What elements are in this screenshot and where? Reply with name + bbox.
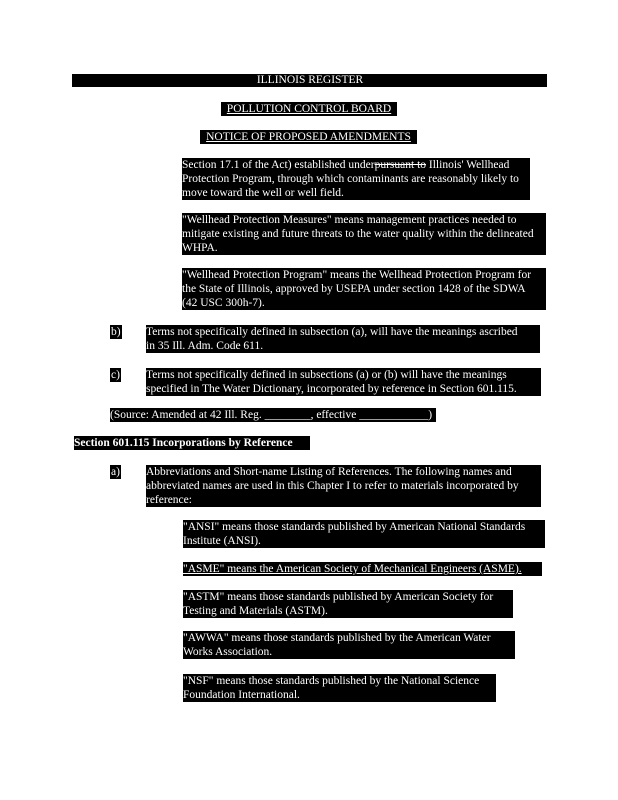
nsf-line-1: "NSF" means those standards published by the National Science: [183, 675, 480, 687]
whpp-line-2: the State of Illinois, approved by USEPA under section 1428 of the SDWA: [182, 283, 526, 295]
whpa-tail-line-2: Protection Program, through which contaminants are reasonably likely to: [182, 173, 519, 185]
source-note: [110, 408, 436, 422]
ansi-line-2: Institute (ANSI).: [183, 535, 261, 547]
asme-definition: [183, 562, 542, 576]
whpp-line-3: (42 USC 300h-7).: [182, 297, 265, 309]
source-note-text: (Source: Amended at 42 Ill. Reg. ________, effective ____________): [110, 409, 433, 421]
whpa-tail-line-3: move toward the well or well field.: [182, 187, 344, 199]
notice-title: [200, 130, 417, 144]
subsection-a-label: a): [111, 466, 120, 478]
subsection-a-line-1: Abbreviations and Short-name Listing of References. The following names and: [146, 466, 512, 478]
awwa-line-2: Works Association.: [183, 646, 273, 658]
wellhead-protection-program-definition: [182, 268, 546, 310]
agency-title: [221, 102, 397, 116]
astm-definition: [183, 590, 513, 618]
section-heading: [74, 436, 310, 450]
whpm-line-3: WHPA.: [182, 242, 218, 254]
whpm-line-2: mitigate existing and future threats to the water quality within the delineated: [182, 228, 534, 240]
asme-line-1: "ASME" means the American Society of Mechanical Engineers (ASME).: [183, 563, 522, 575]
subsection-c-label: c): [111, 369, 120, 381]
wellhead-protection-area-tail: [182, 158, 530, 200]
subsection-b-text: [146, 325, 540, 353]
astm-line-1: "ASTM" means those standards published by American Society for: [183, 591, 494, 603]
subsection-a-line-2: abbreviated names are used in this Chapter I to refer to materials incorporated by: [146, 480, 519, 492]
subsection-a-text: [146, 465, 541, 507]
subsection-c-line-2: specified in The Water Dictionary, incorporated by reference in Section 601.115.: [146, 383, 517, 395]
agency-title-text: POLLUTION CONTROL BOARD: [226, 103, 392, 115]
whpa-tail-line-1: Section 17.1 of the Act) established underpursuant to Illinois' Wellhead: [182, 159, 510, 171]
ansi-definition: [183, 520, 545, 548]
register-title-text: ILLINOIS REGISTER: [256, 74, 364, 86]
wellhead-protection-measures-definition: [182, 213, 546, 255]
subsection-b-label: b): [111, 326, 121, 338]
subsection-b-line-2: in 35 Ill. Adm. Code 611.: [146, 340, 264, 352]
awwa-line-1: "AWWA" means those standards published by the American Water: [183, 632, 491, 644]
subsection-c-line-1: Terms not specifically defined in subsections (a) or (b) will have the meanings: [146, 369, 507, 381]
register-title: [250, 74, 370, 87]
subsection-b-line-1: Terms not specifically defined in subsection (a), will have the meanings ascribed: [146, 326, 518, 338]
subsection-c-text: [146, 368, 541, 396]
astm-line-2: Testing and Materials (ASTM).: [183, 605, 328, 617]
awwa-definition: [183, 631, 515, 659]
subsection-a-line-3: reference:: [146, 494, 192, 506]
nsf-line-2: Foundation International.: [183, 689, 300, 701]
ansi-line-1: "ANSI" means those standards published by American National Standards: [183, 521, 526, 533]
nsf-definition: [183, 674, 496, 702]
whpp-line-1: "Wellhead Protection Program" means the Wellhead Protection Program for: [182, 269, 532, 281]
section-heading-text: Section 601.115 Incorporations by Reference: [74, 437, 293, 449]
notice-title-text: NOTICE OF PROPOSED AMENDMENTS: [206, 131, 411, 143]
struck-text: pursuant to: [374, 159, 427, 171]
whpm-line-1: "Wellhead Protection Measures" means management practices needed to: [182, 214, 517, 226]
